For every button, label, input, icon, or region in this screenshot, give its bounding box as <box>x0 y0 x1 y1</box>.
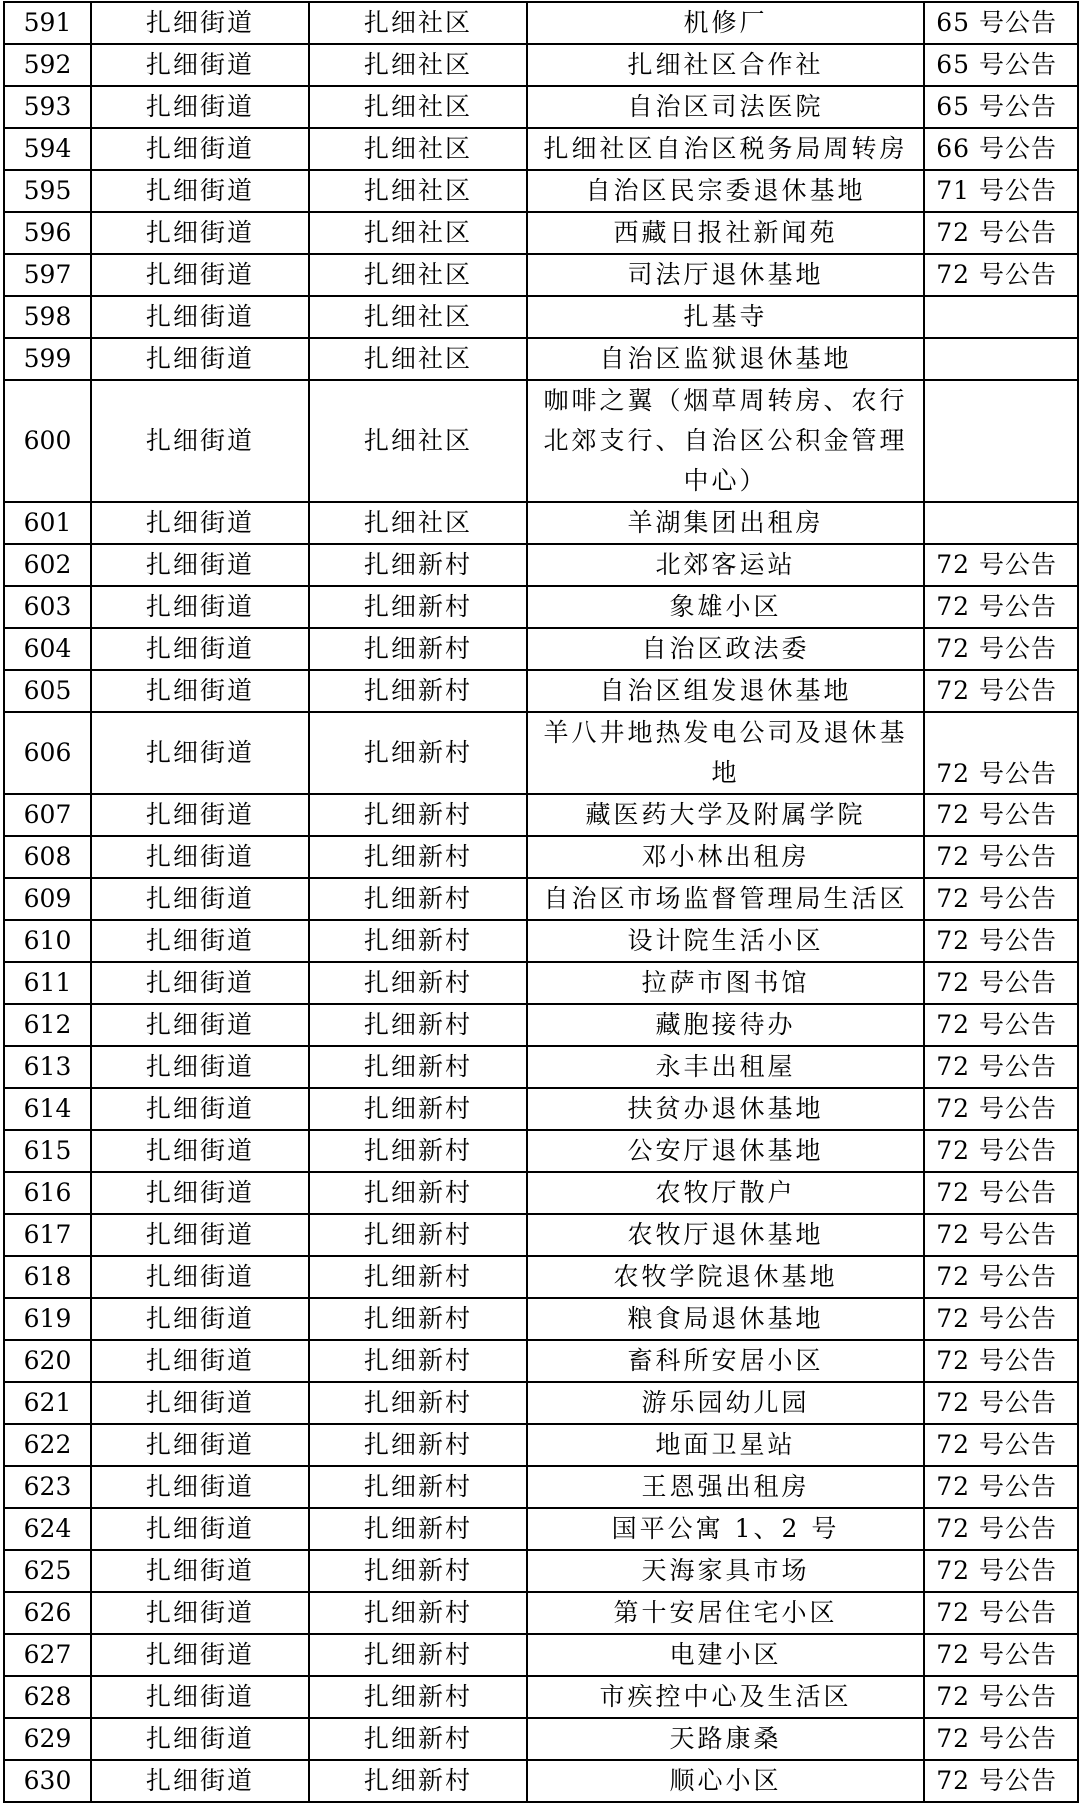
street-cell: 扎细街道 <box>91 1130 309 1172</box>
row-number: 629 <box>4 1718 91 1760</box>
row-number: 622 <box>4 1424 91 1466</box>
street-cell: 扎细街道 <box>91 1508 309 1550</box>
street-cell: 扎细街道 <box>91 2 309 44</box>
community-cell: 扎细新村 <box>309 1550 527 1592</box>
place-name-cell: 自治区组发退休基地 <box>527 670 924 712</box>
row-number: 592 <box>4 44 91 86</box>
community-cell: 扎细新村 <box>309 1634 527 1676</box>
table-row <box>4 1676 1078 1718</box>
table-row <box>4 1760 1078 1802</box>
row-number: 595 <box>4 170 91 212</box>
notice-cell: 72 号公告 <box>924 794 1078 836</box>
row-number: 616 <box>4 1172 91 1214</box>
place-name-cell: 藏医药大学及附属学院 <box>527 794 924 836</box>
table-row <box>4 296 1078 338</box>
row-number: 610 <box>4 920 91 962</box>
row-number: 623 <box>4 1466 91 1508</box>
row-number: 612 <box>4 1004 91 1046</box>
place-name-cell: 羊湖集团出租房 <box>527 502 924 544</box>
table-row <box>4 2 1078 44</box>
row-number: 604 <box>4 628 91 670</box>
table-row <box>4 212 1078 254</box>
street-cell: 扎细街道 <box>91 712 309 794</box>
notice-cell: 65 号公告 <box>924 86 1078 128</box>
street-cell: 扎细街道 <box>91 1550 309 1592</box>
street-cell: 扎细街道 <box>91 128 309 170</box>
notice-cell: 72 号公告 <box>924 586 1078 628</box>
street-cell: 扎细街道 <box>91 1760 309 1802</box>
street-cell: 扎细街道 <box>91 1298 309 1340</box>
place-name-cell: 地面卫星站 <box>527 1424 924 1466</box>
community-cell: 扎细社区 <box>309 296 527 338</box>
street-cell: 扎细街道 <box>91 380 309 502</box>
notice-cell: 72 号公告 <box>924 1466 1078 1508</box>
table-row <box>4 128 1078 170</box>
place-name-cell: 扎细社区合作社 <box>527 44 924 86</box>
row-number: 606 <box>4 712 91 794</box>
notice-cell: 72 号公告 <box>924 878 1078 920</box>
table-row <box>4 170 1078 212</box>
community-cell: 扎细新村 <box>309 878 527 920</box>
place-name-cell: 扎细社区自治区税务局周转房 <box>527 128 924 170</box>
street-cell: 扎细街道 <box>91 962 309 1004</box>
notice-cell: 72 号公告 <box>924 712 1078 794</box>
community-cell: 扎细新村 <box>309 1256 527 1298</box>
table-row <box>4 836 1078 878</box>
street-cell: 扎细街道 <box>91 296 309 338</box>
community-cell: 扎细社区 <box>309 128 527 170</box>
community-cell: 扎细新村 <box>309 920 527 962</box>
community-cell: 扎细新村 <box>309 1298 527 1340</box>
row-number: 601 <box>4 502 91 544</box>
place-name-cell: 自治区民宗委退休基地 <box>527 170 924 212</box>
table-row <box>4 586 1078 628</box>
table-row <box>4 962 1078 1004</box>
housing-list-table <box>3 1 1079 1803</box>
notice-cell <box>924 296 1078 338</box>
community-cell: 扎细新村 <box>309 1592 527 1634</box>
row-number: 594 <box>4 128 91 170</box>
row-number: 598 <box>4 296 91 338</box>
place-name-cell: 顺心小区 <box>527 1760 924 1802</box>
table-row <box>4 1046 1078 1088</box>
street-cell: 扎细街道 <box>91 1718 309 1760</box>
place-name-cell: 羊八井地热发电公司及退休基地 <box>527 712 924 794</box>
row-number: 620 <box>4 1340 91 1382</box>
table-row <box>4 544 1078 586</box>
table-row <box>4 712 1078 794</box>
community-cell: 扎细新村 <box>309 1004 527 1046</box>
table-row <box>4 1466 1078 1508</box>
street-cell: 扎细街道 <box>91 628 309 670</box>
place-name-cell: 扎基寺 <box>527 296 924 338</box>
table-row <box>4 86 1078 128</box>
table-row <box>4 1718 1078 1760</box>
community-cell: 扎细社区 <box>309 44 527 86</box>
table-row <box>4 794 1078 836</box>
street-cell: 扎细街道 <box>91 1676 309 1718</box>
place-name-cell: 咖啡之翼（烟草周转房、农行北郊支行、自治区公积金管理中心） <box>527 380 924 502</box>
street-cell: 扎细街道 <box>91 1382 309 1424</box>
community-cell: 扎细新村 <box>309 1718 527 1760</box>
community-cell: 扎细新村 <box>309 1382 527 1424</box>
street-cell: 扎细街道 <box>91 1214 309 1256</box>
community-cell: 扎细新村 <box>309 670 527 712</box>
place-name-cell: 农牧厅退休基地 <box>527 1214 924 1256</box>
community-cell: 扎细新村 <box>309 586 527 628</box>
table-row <box>4 670 1078 712</box>
street-cell: 扎细街道 <box>91 544 309 586</box>
place-name-cell: 市疾控中心及生活区 <box>527 1676 924 1718</box>
street-cell: 扎细街道 <box>91 254 309 296</box>
notice-cell: 72 号公告 <box>924 1550 1078 1592</box>
row-number: 624 <box>4 1508 91 1550</box>
table-row <box>4 1004 1078 1046</box>
row-number: 615 <box>4 1130 91 1172</box>
place-name-cell: 自治区政法委 <box>527 628 924 670</box>
street-cell: 扎细街道 <box>91 1256 309 1298</box>
street-cell: 扎细街道 <box>91 878 309 920</box>
community-cell: 扎细新村 <box>309 1046 527 1088</box>
row-number: 614 <box>4 1088 91 1130</box>
row-number: 603 <box>4 586 91 628</box>
place-name-cell: 扶贫办退休基地 <box>527 1088 924 1130</box>
community-cell: 扎细社区 <box>309 380 527 502</box>
notice-cell: 65 号公告 <box>924 44 1078 86</box>
notice-cell: 72 号公告 <box>924 1088 1078 1130</box>
row-number: 619 <box>4 1298 91 1340</box>
table-row <box>4 380 1078 502</box>
community-cell: 扎细新村 <box>309 962 527 1004</box>
street-cell: 扎细街道 <box>91 794 309 836</box>
notice-cell: 72 号公告 <box>924 1046 1078 1088</box>
notice-cell: 72 号公告 <box>924 1172 1078 1214</box>
table-row <box>4 254 1078 296</box>
notice-cell: 72 号公告 <box>924 1298 1078 1340</box>
row-number: 626 <box>4 1592 91 1634</box>
notice-cell: 72 号公告 <box>924 836 1078 878</box>
street-cell: 扎细街道 <box>91 170 309 212</box>
street-cell: 扎细街道 <box>91 586 309 628</box>
place-name-cell: 自治区司法医院 <box>527 86 924 128</box>
notice-cell: 72 号公告 <box>924 920 1078 962</box>
row-number: 611 <box>4 962 91 1004</box>
table-row <box>4 1550 1078 1592</box>
street-cell: 扎细街道 <box>91 1004 309 1046</box>
community-cell: 扎细新村 <box>309 1130 527 1172</box>
row-number: 618 <box>4 1256 91 1298</box>
notice-cell <box>924 380 1078 502</box>
notice-cell: 72 号公告 <box>924 962 1078 1004</box>
place-name-cell: 自治区市场监督管理局生活区 <box>527 878 924 920</box>
place-name-cell: 畜科所安居小区 <box>527 1340 924 1382</box>
community-cell: 扎细社区 <box>309 2 527 44</box>
table-body <box>4 2 1078 1802</box>
community-cell: 扎细社区 <box>309 86 527 128</box>
place-name-cell: 机修厂 <box>527 2 924 44</box>
community-cell: 扎细新村 <box>309 628 527 670</box>
street-cell: 扎细街道 <box>91 1634 309 1676</box>
community-cell: 扎细新村 <box>309 712 527 794</box>
row-number: 596 <box>4 212 91 254</box>
row-number: 605 <box>4 670 91 712</box>
table-row <box>4 1214 1078 1256</box>
street-cell: 扎细街道 <box>91 86 309 128</box>
table-row <box>4 1088 1078 1130</box>
community-cell: 扎细新村 <box>309 1760 527 1802</box>
notice-cell: 72 号公告 <box>924 1004 1078 1046</box>
community-cell: 扎细新村 <box>309 1424 527 1466</box>
table-row <box>4 878 1078 920</box>
row-number: 627 <box>4 1634 91 1676</box>
street-cell: 扎细街道 <box>91 1088 309 1130</box>
row-number: 630 <box>4 1760 91 1802</box>
table-row <box>4 502 1078 544</box>
row-number: 600 <box>4 380 91 502</box>
notice-cell: 65 号公告 <box>924 2 1078 44</box>
place-name-cell: 国平公寓 1、2 号 <box>527 1508 924 1550</box>
place-name-cell: 邓小林出租房 <box>527 836 924 878</box>
place-name-cell: 王恩强出租房 <box>527 1466 924 1508</box>
community-cell: 扎细新村 <box>309 1172 527 1214</box>
row-number: 609 <box>4 878 91 920</box>
table-row <box>4 628 1078 670</box>
community-cell: 扎细社区 <box>309 254 527 296</box>
table-row <box>4 44 1078 86</box>
table-row <box>4 1256 1078 1298</box>
table-row <box>4 338 1078 380</box>
notice-cell: 72 号公告 <box>924 1718 1078 1760</box>
place-name-cell: 电建小区 <box>527 1634 924 1676</box>
community-cell: 扎细社区 <box>309 170 527 212</box>
place-name-cell: 第十安居住宅小区 <box>527 1592 924 1634</box>
notice-cell: 72 号公告 <box>924 544 1078 586</box>
row-number: 591 <box>4 2 91 44</box>
street-cell: 扎细街道 <box>91 1424 309 1466</box>
community-cell: 扎细新村 <box>309 1676 527 1718</box>
row-number: 613 <box>4 1046 91 1088</box>
place-name-cell: 农牧厅散户 <box>527 1172 924 1214</box>
row-number: 597 <box>4 254 91 296</box>
table-row <box>4 1130 1078 1172</box>
row-number: 593 <box>4 86 91 128</box>
row-number: 607 <box>4 794 91 836</box>
notice-cell <box>924 338 1078 380</box>
notice-cell: 72 号公告 <box>924 1214 1078 1256</box>
notice-cell: 71 号公告 <box>924 170 1078 212</box>
table-row <box>4 1634 1078 1676</box>
notice-cell: 72 号公告 <box>924 1676 1078 1718</box>
place-name-cell: 拉萨市图书馆 <box>527 962 924 1004</box>
street-cell: 扎细街道 <box>91 338 309 380</box>
community-cell: 扎细新村 <box>309 544 527 586</box>
row-number: 628 <box>4 1676 91 1718</box>
street-cell: 扎细街道 <box>91 836 309 878</box>
notice-cell: 72 号公告 <box>924 1256 1078 1298</box>
table-row <box>4 1298 1078 1340</box>
place-name-cell: 象雄小区 <box>527 586 924 628</box>
table-row <box>4 1424 1078 1466</box>
place-name-cell: 粮食局退休基地 <box>527 1298 924 1340</box>
notice-cell: 72 号公告 <box>924 1508 1078 1550</box>
notice-cell: 72 号公告 <box>924 1634 1078 1676</box>
notice-cell: 72 号公告 <box>924 212 1078 254</box>
place-name-cell: 农牧学院退休基地 <box>527 1256 924 1298</box>
place-name-cell: 公安厅退休基地 <box>527 1130 924 1172</box>
table-row <box>4 1172 1078 1214</box>
notice-cell: 72 号公告 <box>924 1130 1078 1172</box>
street-cell: 扎细街道 <box>91 1592 309 1634</box>
table-row <box>4 1340 1078 1382</box>
place-name-cell: 司法厅退休基地 <box>527 254 924 296</box>
place-name-cell: 藏胞接待办 <box>527 1004 924 1046</box>
street-cell: 扎细街道 <box>91 212 309 254</box>
community-cell: 扎细新村 <box>309 1088 527 1130</box>
row-number: 599 <box>4 338 91 380</box>
community-cell: 扎细社区 <box>309 212 527 254</box>
table-row <box>4 1508 1078 1550</box>
place-name-cell: 永丰出租屋 <box>527 1046 924 1088</box>
notice-cell: 72 号公告 <box>924 254 1078 296</box>
place-name-cell: 天海家具市场 <box>527 1550 924 1592</box>
community-cell: 扎细新村 <box>309 1466 527 1508</box>
notice-cell: 66 号公告 <box>924 128 1078 170</box>
community-cell: 扎细新村 <box>309 1508 527 1550</box>
street-cell: 扎细街道 <box>91 502 309 544</box>
street-cell: 扎细街道 <box>91 1466 309 1508</box>
community-cell: 扎细新村 <box>309 836 527 878</box>
community-cell: 扎细新村 <box>309 1214 527 1256</box>
place-name-cell: 设计院生活小区 <box>527 920 924 962</box>
place-name-cell: 游乐园幼儿园 <box>527 1382 924 1424</box>
row-number: 608 <box>4 836 91 878</box>
street-cell: 扎细街道 <box>91 44 309 86</box>
notice-cell: 72 号公告 <box>924 628 1078 670</box>
notice-cell: 72 号公告 <box>924 1340 1078 1382</box>
notice-cell: 72 号公告 <box>924 1382 1078 1424</box>
place-name-cell: 天路康桑 <box>527 1718 924 1760</box>
street-cell: 扎细街道 <box>91 1172 309 1214</box>
community-cell: 扎细新村 <box>309 1340 527 1382</box>
table-row <box>4 920 1078 962</box>
row-number: 617 <box>4 1214 91 1256</box>
street-cell: 扎细街道 <box>91 670 309 712</box>
community-cell: 扎细社区 <box>309 502 527 544</box>
community-cell: 扎细新村 <box>309 794 527 836</box>
community-cell: 扎细社区 <box>309 338 527 380</box>
notice-cell <box>924 502 1078 544</box>
notice-cell: 72 号公告 <box>924 1424 1078 1466</box>
street-cell: 扎细街道 <box>91 1340 309 1382</box>
table-row <box>4 1592 1078 1634</box>
place-name-cell: 自治区监狱退休基地 <box>527 338 924 380</box>
row-number: 625 <box>4 1550 91 1592</box>
street-cell: 扎细街道 <box>91 920 309 962</box>
table-row <box>4 1382 1078 1424</box>
row-number: 602 <box>4 544 91 586</box>
place-name-cell: 北郊客运站 <box>527 544 924 586</box>
street-cell: 扎细街道 <box>91 1046 309 1088</box>
place-name-cell: 西藏日报社新闻苑 <box>527 212 924 254</box>
notice-cell: 72 号公告 <box>924 1760 1078 1802</box>
notice-cell: 72 号公告 <box>924 1592 1078 1634</box>
notice-cell: 72 号公告 <box>924 670 1078 712</box>
row-number: 621 <box>4 1382 91 1424</box>
